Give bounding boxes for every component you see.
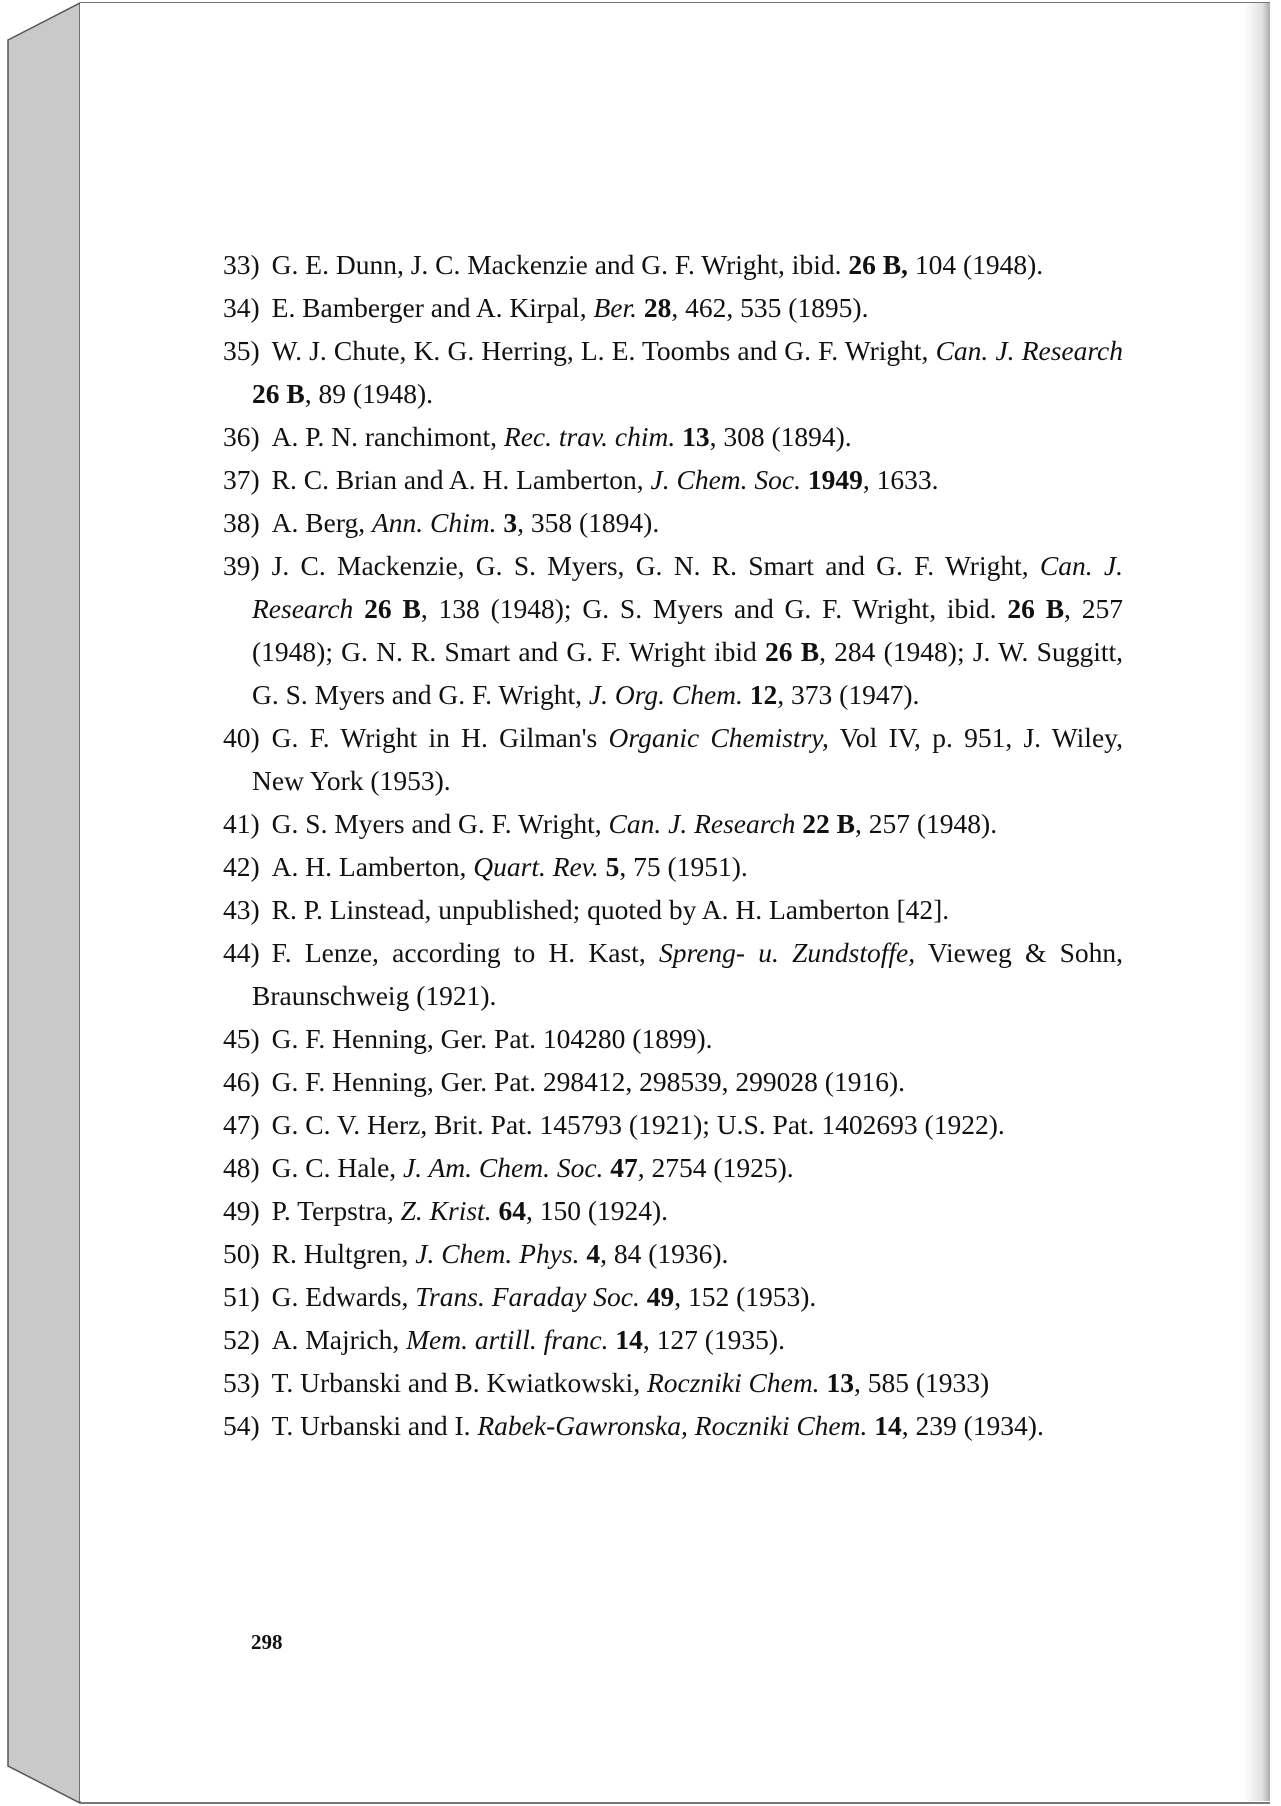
reference-text: , 152 (1953).: [674, 1281, 817, 1312]
reference-journal-text: J. Chem. Soc.: [650, 464, 801, 495]
reference-text: A. H. Lamberton,: [271, 851, 474, 882]
reference-text: , 239 (1934).: [901, 1410, 1044, 1441]
reference-volume-text: 26 B: [364, 593, 421, 624]
reference-item: [223, 544, 1123, 716]
reference-item: [223, 802, 1123, 845]
reference-volume-text: 49: [646, 1281, 675, 1312]
reference-item: [223, 286, 1123, 329]
reference-item: [223, 1060, 1123, 1103]
reference-volume-text: 14: [874, 1410, 902, 1441]
reference-volume-text: 64: [498, 1195, 526, 1226]
reference-text: 104 (1948).: [907, 249, 1044, 280]
reference-journal-text: Organic Chemistry,: [608, 722, 829, 753]
spine-face: [8, 3, 80, 1803]
reference-text: G. Edwards,: [271, 1281, 416, 1312]
reference-item: [223, 1318, 1123, 1361]
reference-text: G. F. Wright in H. Gilman's: [271, 722, 609, 753]
reference-item: [223, 716, 1123, 802]
reference-volume-text: 4: [586, 1238, 601, 1269]
reference-item: [223, 1189, 1123, 1232]
reference-text: , 257 (1948).: [855, 808, 998, 839]
reference-text: Vol IV, p. 951, J. Wiley, New York (1953).: [252, 722, 1123, 796]
reference-number: 43): [223, 894, 260, 925]
reference-item: [223, 1103, 1123, 1146]
reference-number: 47): [223, 1109, 260, 1140]
reference-number: 52): [223, 1324, 260, 1355]
reference-text: [599, 851, 606, 882]
reference-text: T. Urbanski and B. Kwiatkowski,: [271, 1367, 647, 1398]
reference-number: 41): [223, 808, 260, 839]
reference-text: G. C. Hale,: [271, 1152, 404, 1183]
reference-number: 34): [223, 292, 260, 323]
reference-volume-text: 28: [643, 292, 672, 323]
reference-number: 33): [223, 249, 260, 280]
reference-text: E. Bamberger and A. Kirpal,: [271, 292, 594, 323]
reference-text: , 585 (1933): [853, 1367, 990, 1398]
reference-journal-text: J. Org. Chem.: [588, 679, 743, 710]
reference-text: G. S. Myers and G. F. Wright,: [271, 808, 609, 839]
reference-text: [801, 464, 808, 495]
reference-text: , 257 (1948); G. N. R. Smart and G. F. Wright ibid: [252, 593, 1123, 667]
reference-text: , 284 (1948); J. W. Suggitt, G. S. Myers and G. F. Wright,: [252, 636, 1123, 710]
reference-volume-text: 13: [826, 1367, 854, 1398]
reference-number: 39): [223, 550, 260, 581]
reference-text: G. F. Henning, Ger. Pat. 104280 (1899).: [271, 1023, 713, 1054]
reference-volume-text: 1949: [807, 464, 863, 495]
reference-text: , 150 (1924).: [525, 1195, 669, 1226]
reference-journal-text: Ber.: [593, 292, 637, 323]
reference-text: Vieweg & Sohn, Braunschweig (1921).: [252, 937, 1123, 1011]
reference-volume-text: 14: [615, 1324, 643, 1355]
reference-number: 53): [223, 1367, 260, 1398]
reference-text: , 84 (1936).: [600, 1238, 729, 1269]
reference-item: [223, 888, 1123, 931]
reference-item: [223, 1017, 1123, 1060]
reference-item: [223, 1361, 1123, 1404]
reference-journal-text: Rabek-Gawronska, Roczniki Chem.: [477, 1410, 868, 1441]
reference-number: 48): [223, 1152, 260, 1183]
reference-item: [223, 243, 1123, 286]
reference-number: 49): [223, 1195, 260, 1226]
reference-text: [743, 679, 750, 710]
reference-text: T. Urbanski and I.: [271, 1410, 478, 1441]
reference-volume-text: 26 B,: [848, 249, 908, 280]
page-number: 298: [251, 1630, 283, 1654]
reference-number: 40): [223, 722, 260, 753]
reference-number: 54): [223, 1410, 260, 1441]
reference-text: , 308 (1894).: [709, 421, 852, 452]
reference-text: [637, 292, 644, 323]
reference-text: J. C. Mackenzie, G. S. Myers, G. N. R. Smart and G. F. Wright,: [271, 550, 1040, 581]
reference-volume-text: 26 B: [1007, 593, 1065, 624]
reference-item: [223, 1404, 1123, 1447]
reference-volume-text: 26 B: [252, 378, 305, 409]
reference-volume-text: 5: [605, 851, 620, 882]
reference-item: [223, 501, 1123, 544]
reference-journal-text: Roczniki Chem.: [646, 1367, 820, 1398]
reference-item: [223, 1146, 1123, 1189]
reference-journal-text: Can. J. Research: [252, 550, 1123, 624]
reference-text: , 462, 535 (1895).: [671, 292, 869, 323]
reference-volume-text: 13: [682, 421, 710, 452]
reference-text: R. C. Brian and A. H. Lamberton,: [271, 464, 651, 495]
reference-text: G. C. V. Herz, Brit. Pat. 145793 (1921); U.S. Pat. 1402693 (1922).: [271, 1109, 1005, 1140]
reference-journal-text: J. Am. Chem. Soc.: [403, 1152, 604, 1183]
reference-item: [223, 329, 1123, 415]
reference-text: , 127 (1935).: [642, 1324, 785, 1355]
reference-journal-text: Mem. artill. franc.: [406, 1324, 609, 1355]
reference-text: [640, 1281, 647, 1312]
reference-text: R. Hultgren,: [271, 1238, 416, 1269]
reference-volume-text: 26 B: [765, 636, 820, 667]
reference-text: , 358 (1894).: [517, 507, 660, 538]
reference-text: , 138 (1948); G. S. Myers and G. F. Wright, ibid.: [420, 593, 1008, 624]
reference-item: [223, 415, 1123, 458]
reference-journal-text: Can. J. Research: [608, 808, 796, 839]
reference-journal-text: Z. Krist.: [400, 1195, 492, 1226]
reference-number: 35): [223, 335, 260, 366]
reference-text: , 89 (1948).: [304, 378, 434, 409]
reference-journal-text: Can. J. Research: [935, 335, 1123, 366]
reference-item: [223, 1275, 1123, 1318]
reference-item: [223, 458, 1123, 501]
reference-number: 42): [223, 851, 260, 882]
reference-item: [223, 931, 1123, 1017]
page-edge-shadow: [1244, 3, 1270, 1801]
reference-text: A. P. N. ranchimont,: [271, 421, 504, 452]
reference-number: 38): [223, 507, 260, 538]
reference-item: [223, 845, 1123, 888]
reference-volume-text: 12: [749, 679, 778, 710]
reference-number: 45): [223, 1023, 260, 1054]
reference-text: , 75 (1951).: [619, 851, 748, 882]
reference-text: A. Berg,: [271, 507, 372, 538]
reference-journal-text: Ann. Chim.: [372, 507, 497, 538]
reference-journal-text: Quart. Rev.: [473, 851, 599, 882]
reference-text: F. Lenze, according to H. Kast,: [271, 937, 659, 968]
reference-volume-text: 22 B: [802, 808, 855, 839]
reference-text: , 2754 (1925).: [637, 1152, 794, 1183]
reference-text: [353, 593, 364, 624]
reference-text: , 1633.: [862, 464, 939, 495]
reference-text: P. Terpstra,: [271, 1195, 401, 1226]
reference-journal-text: Spreng- u. Zundstoffe,: [658, 937, 916, 968]
reference-number: 36): [223, 421, 260, 452]
reference-text: R. P. Linstead, unpublished; quoted by A. H. Lamberton [42].: [271, 894, 950, 925]
reference-number: 51): [223, 1281, 260, 1312]
reference-number: 44): [223, 937, 260, 968]
reference-text: A. Majrich,: [271, 1324, 407, 1355]
reference-text: W. J. Chute, K. G. Herring, L. E. Toombs and G. F. Wright,: [271, 335, 936, 366]
reference-journal-text: J. Chem. Phys.: [415, 1238, 580, 1269]
reference-number: 50): [223, 1238, 260, 1269]
reference-item: [223, 1232, 1123, 1275]
reference-volume-text: 47: [610, 1152, 638, 1183]
reference-text: , 373 (1947).: [777, 679, 920, 710]
reference-number: 37): [223, 464, 260, 495]
reference-volume-text: 3: [503, 507, 518, 538]
reference-journal-text: Trans. Faraday Soc.: [415, 1281, 640, 1312]
reference-text: G. F. Henning, Ger. Pat. 298412, 298539, 299028 (1916).: [271, 1066, 905, 1097]
reference-number: 46): [223, 1066, 260, 1097]
reference-journal-text: Rec. trav. chim.: [503, 421, 676, 452]
reference-list: [223, 243, 1123, 1447]
reference-text: G. E. Dunn, J. C. Mackenzie and G. F. Wright, ibid.: [271, 249, 849, 280]
